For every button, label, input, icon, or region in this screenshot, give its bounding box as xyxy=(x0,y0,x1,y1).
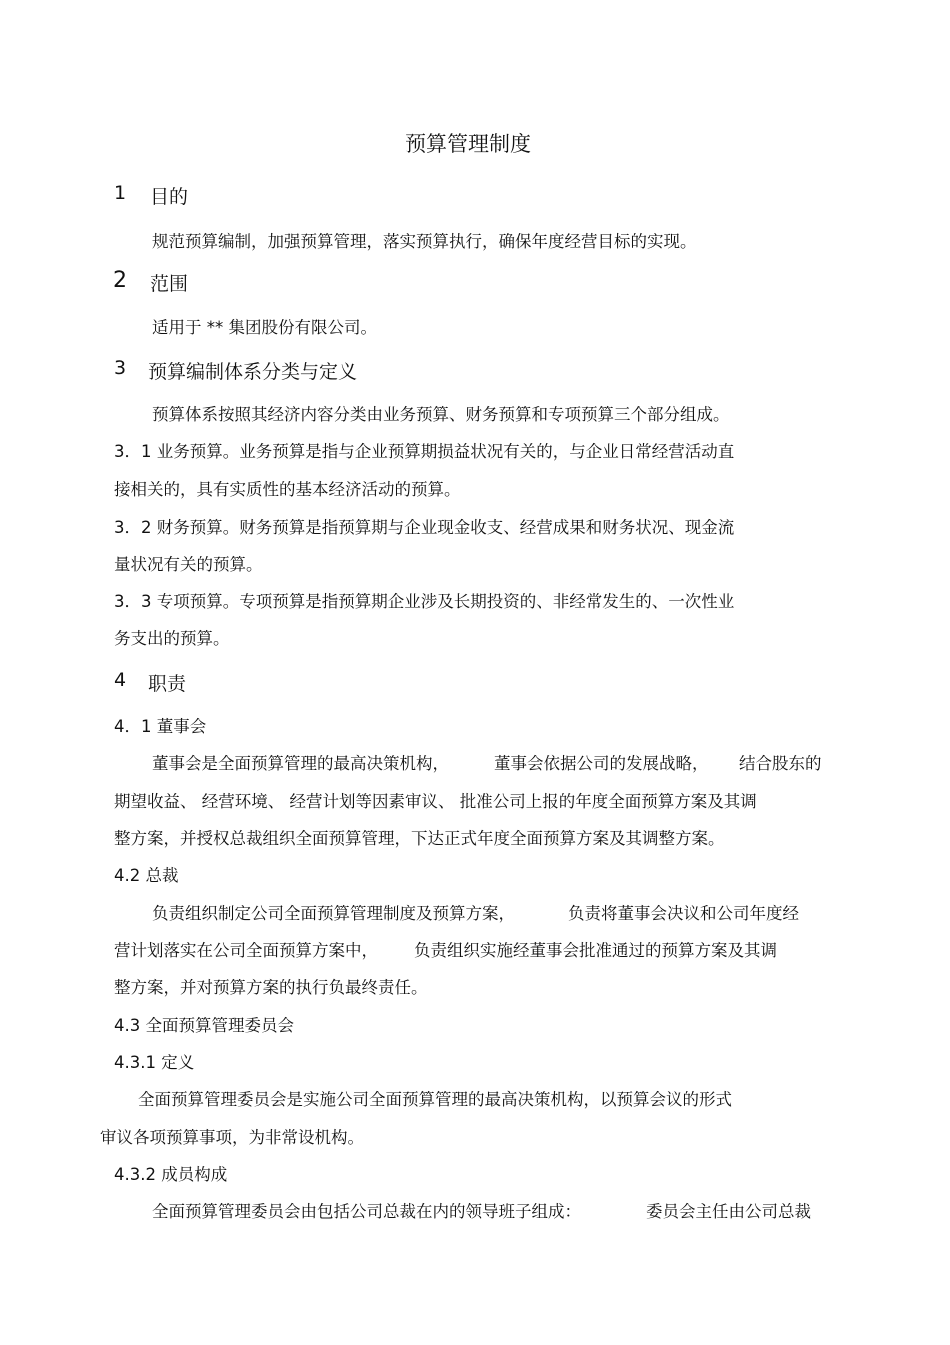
section-3-3-line-2: 务支出的预算。 xyxy=(114,629,230,648)
section-4-1-line-1b: 董事会依据公司的发展战略， xyxy=(494,754,709,773)
section-4-2-heading: 4.2 总裁 xyxy=(114,866,179,885)
section-4-2-line-2a: 营计划落实在公司全面预算方案中， xyxy=(114,941,378,960)
section-4-2-line-2b: 负责组织实施经董事会批准通过的预算方案及其调 xyxy=(414,941,777,960)
section-3-3-line-1: 3．3 专项预算。专项预算是指预算期企业涉及长期投资的、非经常发生的、一次性业 xyxy=(114,592,735,611)
section-1-paragraph: 规范预算编制，加强预算管理，落实预算执行，确保年度经营目标的实现。 xyxy=(152,232,697,251)
section-4-1-line-1a: 董事会是全面预算管理的最高决策机构， xyxy=(152,754,449,773)
section-4-3-2-line-1a: 全面预算管理委员会由包括公司总裁在内的领导班子组成： xyxy=(152,1202,581,1221)
section-3-intro: 预算体系按照其经济内容分类由业务预算、财务预算和专项预算三个部分组成。 xyxy=(152,405,730,424)
section-4-2-line-3: 整方案，并对预算方案的执行负最终责任。 xyxy=(114,978,428,997)
section-1-heading: 目的 xyxy=(150,186,189,208)
section-1-number: 1 xyxy=(114,182,127,204)
section-3-heading: 预算编制体系分类与定义 xyxy=(148,361,358,383)
section-3-1-line-1: 3．1 业务预算。业务预算是指与企业预算期损益状况有关的，与企业日常经营活动直 xyxy=(114,442,735,461)
section-4-2-line-1a: 负责组织制定公司全面预算管理制度及预算方案， xyxy=(152,904,515,923)
section-4-1-line-1c: 结合股东的 xyxy=(739,754,822,773)
section-4-3-2-heading: 4.3.2 成员构成 xyxy=(114,1165,228,1184)
section-3-number: 3 xyxy=(114,357,127,379)
section-4-number: 4 xyxy=(114,669,127,691)
section-4-1-heading: 4．1 董事会 xyxy=(114,717,207,736)
section-4-heading: 职责 xyxy=(148,673,187,695)
section-4-3-1-line-2: 审议各项预算事项，为非常设机构。 xyxy=(100,1128,364,1147)
section-4-2-line-1b: 负责将董事会决议和公司年度经 xyxy=(568,904,799,923)
section-2-heading: 范围 xyxy=(150,273,189,295)
section-4-3-1-line-1: 全面预算管理委员会是实施公司全面预算管理的最高决策机构，以预算会议的形式 xyxy=(138,1090,732,1109)
section-3-1-line-2: 接相关的，具有实质性的基本经济活动的预算。 xyxy=(114,480,461,499)
section-3-2-line-2: 量状况有关的预算。 xyxy=(114,555,263,574)
section-4-1-line-3: 整方案，并授权总裁组织全面预算管理，下达正式年度全面预算方案及其调整方案。 xyxy=(114,829,725,848)
section-4-3-heading: 4.3 全面预算管理委员会 xyxy=(114,1016,294,1035)
document-title: 预算管理制度 xyxy=(405,132,531,156)
section-4-3-1-heading: 4.3.1 定义 xyxy=(114,1053,195,1072)
section-4-3-2-line-1b: 委员会主任由公司总裁 xyxy=(646,1202,811,1221)
section-3-2-line-1: 3．2 财务预算。财务预算是指预算期与企业现金收支、经营成果和财务状况、现金流 xyxy=(114,518,735,537)
section-4-1-line-2: 期望收益、 经营环境、 经营计划等因素审议、 批准公司上报的年度全面预算方案及其调 xyxy=(114,792,757,811)
section-2-number: 2 xyxy=(113,268,127,293)
section-2-paragraph: 适用于 ** 集团股份有限公司。 xyxy=(152,318,377,337)
